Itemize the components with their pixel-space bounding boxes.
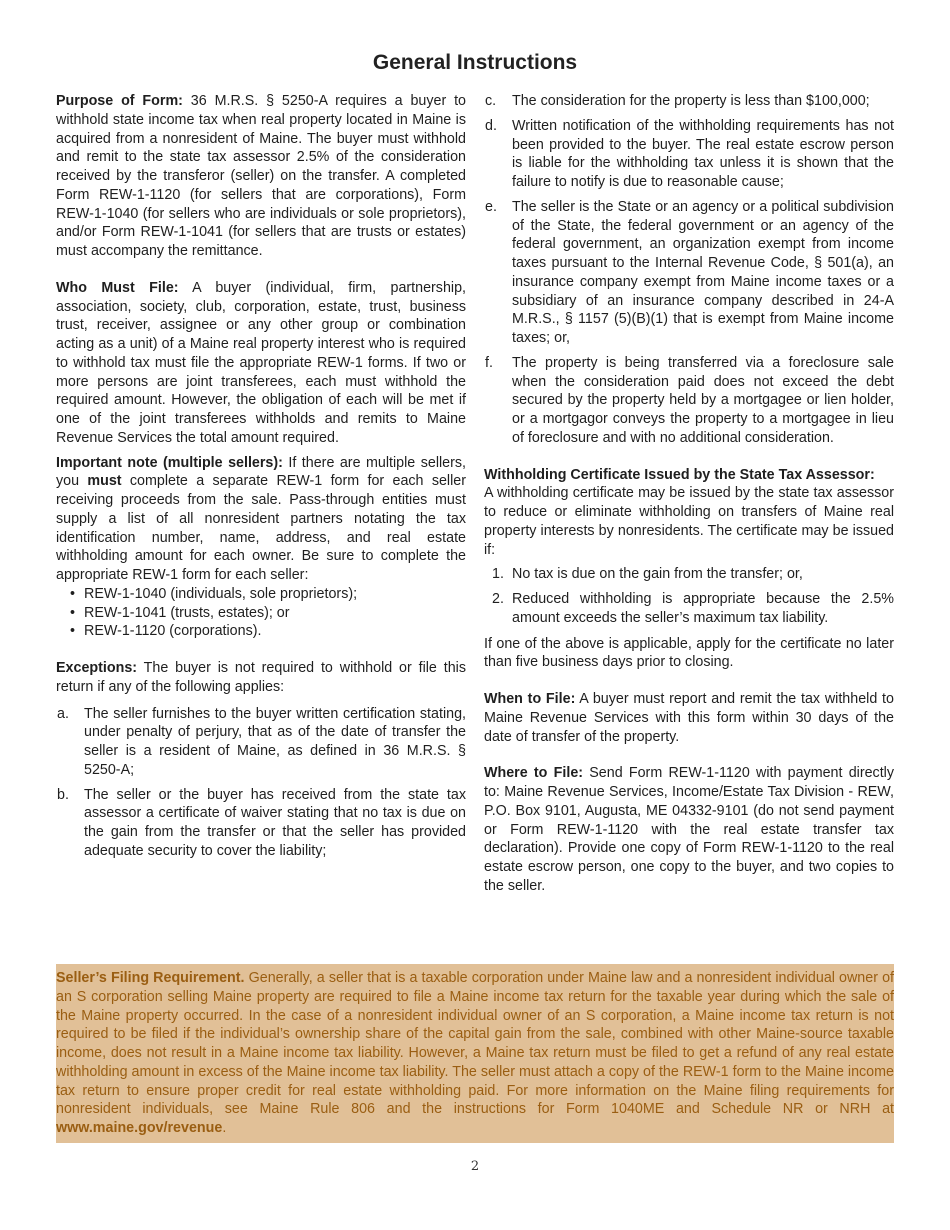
seller-requirement-paragraph [56,969,894,1138]
exceptions-text: The buyer is not required to withhold or file this return if any of the following applies: [56,660,466,695]
item-marker: f. [485,354,493,371]
list-item-text: REW-1-1120 (corporations). [84,623,262,640]
exception-item-f [484,354,894,448]
item-marker: 2. [492,591,504,607]
right-column [484,92,894,896]
when-to-file-text: A buyer must report and remit the tax withheld to Maine Revenue Services with this form within 30 days of the date of transfer of the property. [484,691,894,745]
important-note-must: must [87,473,122,490]
seller-requirement-heading: Seller’s Filing Requirement. [56,970,245,986]
exception-item-c [484,92,894,111]
bullet-marker: • [70,585,76,602]
purpose-text: 36 M.R.S. § 5250-A requires a buyer to withhold state income tax when real property located in Maine is acquired from a nonresident of Maine. The buyer must withhold and remit to the state tax assessor 2.5% of the consideration received by the transferor (seller) on the transfer. A completed Form REW-1-1120 (for sellers that are corporations), Form REW-1-1040 (for sellers who are individuals or sole proprietors), and/or Form REW-1-1041 (for sellers that are trusts or estates) must accompany the remittance. [56,93,466,259]
important-note-text-a: If there are multiple sellers, you [56,454,467,490]
bullet-marker: • [70,604,76,621]
who-must-file-text: A buyer (individual, firm, partnership, association, society, club, corporation, estate, trust, business trust, receiver, assignee or any other group or combination acting as a unit) of a Maine real property interest who is required to withhold tax must file the appropriate REW-1 forms. If two or more persons are joint transferees, each must withhold the required amount. However, the obligation of each will be met if one of the joint transferees withholds and remits to Maine Revenue Services the total amount required. [56,279,466,446]
left-column [56,92,466,861]
exceptions-heading: Exceptions: [56,660,138,676]
when-to-file-heading: When to File: [484,691,576,707]
exception-item-a [56,705,466,780]
list-item-text: REW-1-1041 (trusts, estates); or [84,604,290,621]
item-marker: c. [485,93,497,109]
item-marker: 1. [492,566,504,583]
item-marker: a. [57,705,69,722]
item-marker: e. [485,198,497,215]
revenue-website-link[interactable]: www.maine.gov/revenue [56,1120,223,1136]
list-item [56,604,466,623]
page-number: 2 [470,1159,480,1174]
important-note-heading: Important note (multiple sellers): [56,454,283,471]
item-text: The consideration for the property is less than $100,000; [512,93,870,109]
item-text: The property is being transferred via a foreclosure sale when the consideration paid does not exceed the debt secured by the property held by a mortgagee or lien holder, or a mortgagor conveys the property to a mortgagee in lieu of foreclosure and with no additional consideration. [512,354,894,446]
item-marker: b. [57,786,69,803]
page-title: General Instructions [372,51,578,74]
item-text: Written notification of the withholding requirements has not been provided to the buyer. The real estate escrow person is liable for the withholding tax unless it is shown that the failure to notify is due to reasonable cause; [512,117,894,190]
seller-requirement-end: . [222,1120,227,1136]
important-note-text-b: complete a separate REW-1 form for each seller receiving proceeds from the sale. Pass-through entities must supply a list of all nonresident partners notating the tax identification number, name, address, and real estate withholding amount for each owner. Be sure to complete the appropriate REW-1 form for each seller: [56,473,466,583]
when-to-file-paragraph [484,690,894,746]
certificate-after-text: If one of the above is applicable, apply for the certificate no later than five business days prior to closing. [484,635,894,671]
item-text: The seller furnishes to the buyer written certification stating, under penalty of perjury, that as of the date of transfer the seller is a resident of Maine, as defined in 36 M.R.S. § 5250-A; [84,705,466,778]
item-marker: d. [485,117,497,134]
purpose-heading: Purpose of Form: [56,93,183,109]
exceptions-paragraph [56,659,466,697]
exception-item-e [484,198,894,348]
seller-form-list [56,585,466,641]
where-to-file-text: Send Form REW-1-1120 with payment directly to: Maine Revenue Services, Income/Estate Tax Division - REW, P.O. Box 9101, Augusta, ME 04332-9101 (do not send payment or Form REW-1-1120 with the real estate transfer tax declaration). Provide one copy of Form REW-1-1120 to the real estate escrow person, one copy to the buyer, and two copies to the seller. [484,765,894,894]
who-must-file-paragraph [56,279,466,448]
list-item [56,622,466,641]
item-text: The seller or the buyer has received from the state tax assessor a certificate of waiver stating that no tax is due on the gain from the transfer or that the seller has provided adequate security to cover the liability; [84,786,466,859]
exception-item-d [484,117,894,192]
where-to-file-heading: Where to File: [484,765,584,782]
item-text: Reduced withholding is appropriate because the 2.5% amount exceeds the seller’s maximum tax liability. [512,591,894,626]
list-item [56,585,466,604]
purpose-paragraph [56,92,466,261]
exception-item-b [56,786,466,861]
item-text: No tax is due on the gain from the transfer; or, [512,566,803,583]
who-must-file-heading: Who Must File: [56,279,179,296]
certificate-item-2 [484,590,894,628]
where-to-file-paragraph [484,764,894,895]
certificate-text: A withholding certificate may be issued by the state tax assessor to reduce or eliminate withholding on transfers of Maine real property interests by nonresidents. The certificate may be issued if: [484,485,894,558]
certificate-heading: Withholding Certificate Issued by the State Tax Assessor: [484,466,875,483]
certificate-item-1 [484,565,894,584]
important-note-paragraph [56,454,466,585]
list-item-text: REW-1-1040 (individuals, sole proprietors); [84,585,358,602]
bullet-marker: • [70,623,76,640]
seller-requirement-text: Generally, a seller that is a taxable corporation under Maine law and a nonresident individual owner of an S corporation selling Maine property are required to file a Maine income tax return for the taxable year during which the sale of the Maine property occurred. In the case of a nonresident individual owner of an S corporation, a Maine income tax return is not required to be filed if the individual’s ownership share of the capital gain from the sale, combined with other Maine-source taxable income, does not result in a Maine income tax liability. However, a Maine tax return must be filed to get a refund of any real estate withholding amount in excess of the Maine income tax liability. The seller must attach a copy of the REW-1 form to the Maine income tax return to ensure proper credit for real estate withholding paid. For more information on the Maine filing requirements for nonresident individuals, see Maine Rule 806 and the instructions for Form 1040ME and Schedule NR or NRH at [56,970,894,1118]
item-text: The seller is the State or an agency or a political subdivision of the State, the federal government or an agency of the federal government, an organization exempt from income taxes pursuant to the Internal Revenue Code, § 501(a), an insurance company exempt from Maine income taxes or a subsidiary of an insurance company described in 24-A M.R.S., § 1157 (5)(B)(1) that is exempt from Maine income taxes; or, [512,198,894,346]
